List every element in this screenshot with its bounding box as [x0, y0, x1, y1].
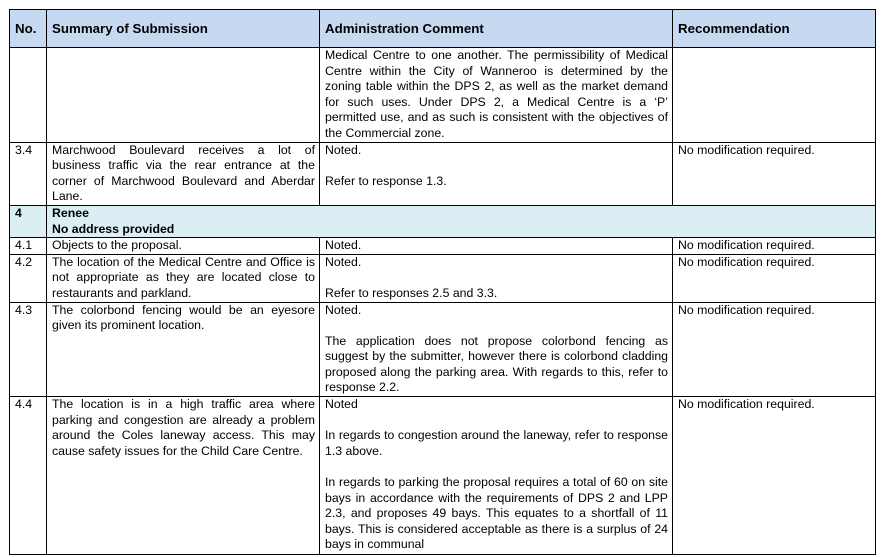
comment-paragraph: The application does not propose colorbond fencing as suggest by the submitter, however there is colorbond cladding proposed along the parking area. With regards to this, refer to response 2.2. — [325, 333, 668, 395]
header-summary: Summary of Submission — [47, 10, 320, 48]
table-row — [10, 302, 876, 397]
table-row — [10, 48, 876, 143]
table-row — [10, 238, 876, 255]
comment-paragraph: Noted. — [325, 254, 362, 269]
comment-paragraph: Refer to response 1.3. — [325, 173, 447, 188]
row-summary: Objects to the proposal. — [47, 238, 320, 255]
row-summary: The location is in a high traffic area where parking and congestion are already a problem around the Coles laneway access. This may cause safety issues for the Child Care Centre. — [47, 397, 320, 555]
row-recommendation: No modification required. — [673, 238, 876, 255]
section-row — [10, 205, 876, 237]
comment-paragraph: Noted. — [325, 302, 362, 317]
row-number: 3.4 — [10, 142, 47, 205]
row-recommendation: No modification required. — [673, 254, 876, 302]
header-recommendation: Recommendation — [673, 10, 876, 48]
comment-paragraph: Noted. — [325, 142, 362, 157]
comment-paragraph: Noted. — [325, 238, 362, 253]
comment-paragraph: In regards to congestion around the laneway, refer to response 1.3 above. — [325, 428, 668, 458]
row-summary: The colorbond fencing would be an eyesore given its prominent location. — [47, 302, 320, 397]
submissions-table — [9, 9, 876, 555]
row-summary: Marchwood Boulevard receives a lot of business traffic via the rear entrance at the corner of Marchwood Boulevard and Aberdar Lane. — [47, 142, 320, 205]
header-no: No. — [10, 10, 47, 48]
row-number: 4.1 — [10, 238, 47, 255]
row-comment — [320, 238, 673, 255]
table-row — [10, 142, 876, 205]
row-comment — [320, 302, 673, 397]
row-comment — [320, 254, 673, 302]
row-recommendation: No modification required. — [673, 142, 876, 205]
section-subtitle: No address provided — [52, 221, 175, 236]
section-heading — [47, 205, 876, 237]
row-comment — [320, 48, 673, 143]
row-comment — [320, 397, 673, 555]
row-recommendation — [673, 48, 876, 143]
table-header-row — [10, 10, 876, 48]
header-comment: Administration Comment — [320, 10, 673, 48]
section-number: 4 — [10, 205, 47, 237]
comment-paragraph: Noted — [325, 397, 358, 412]
comment-paragraph: In regards to parking the proposal requires a total of 60 on site bays in accordance with the requirements of DPS 2 and LPP 2.3, and proposes 49 bays. This equates to a shortfall of 11 bays. This is considered acceptable as there is a surplus of 24 bays in communal — [325, 475, 668, 552]
row-number: 4.4 — [10, 397, 47, 555]
table-row — [10, 254, 876, 302]
section-title: Renee — [52, 205, 89, 220]
table-row — [10, 397, 876, 555]
comment-paragraph: Medical Centre to one another. The permissibility of Medical Centre within the City of Wanneroo is determined by the zoning table within the DPS 2, as well as the market demand for such uses. Under DPS 2, a Medical Centre is a ‘P’ permitted use, and as such is consistent with the objectives of the Commercial zone. — [325, 48, 668, 140]
row-number: 4.3 — [10, 302, 47, 397]
row-summary — [47, 48, 320, 143]
comment-paragraph: Refer to responses 2.5 and 3.3. — [325, 285, 498, 300]
row-comment — [320, 142, 673, 205]
row-recommendation: No modification required. — [673, 397, 876, 555]
row-number — [10, 48, 47, 143]
row-recommendation: No modification required. — [673, 302, 876, 397]
row-summary: The location of the Medical Centre and Office is not appropriate as they are located close to restaurants and parkland. — [47, 254, 320, 302]
row-number: 4.2 — [10, 254, 47, 302]
